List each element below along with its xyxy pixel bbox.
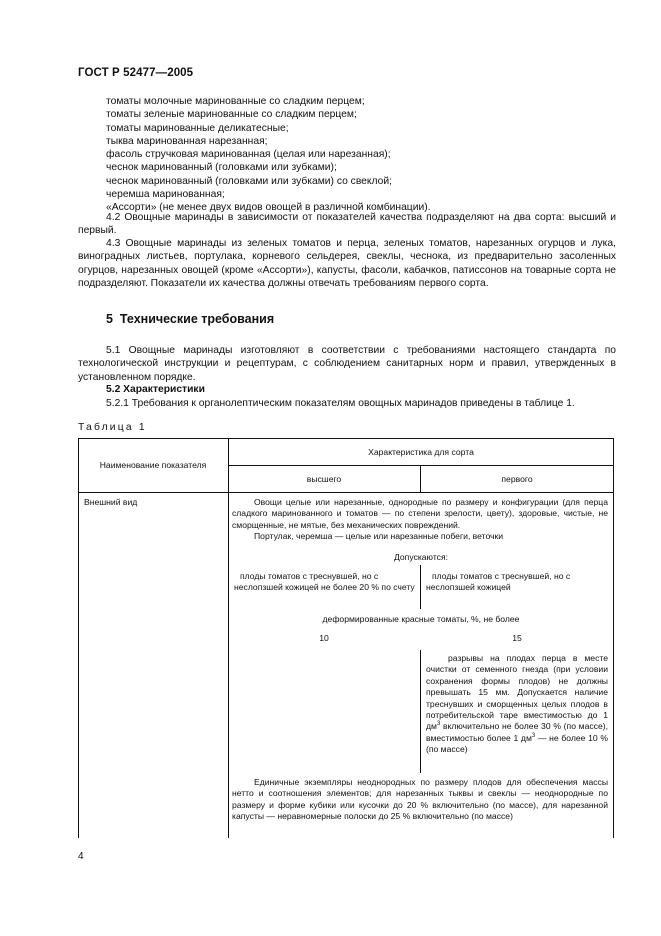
table-divider-header [78, 492, 614, 493]
product-list [106, 95, 626, 215]
list-item: томаты маринованные деликатесные; [106, 122, 289, 134]
paragraph-4-3 [78, 237, 616, 290]
table-caption: Таблица 1 [78, 422, 147, 433]
appearance-portulak-text: Портулак, черемша — целые или нарезанные побеги, веточки [254, 531, 504, 541]
list-item: черемша маринованная; [106, 189, 225, 201]
deformed-label: деформированные красные томаты, %, не более [322, 614, 520, 624]
table-border-right [613, 438, 614, 838]
header-indicator: Наименование показателя [99, 460, 207, 470]
pepper-text-part: включительно не более 30 % (по массе), вместимостью более 1 дм [426, 721, 608, 743]
paragraph-text: 4.3 Овощные маринады из зеленых томатов и перца, зеленых томатов, нарезанных огурцов и лука, виноградных листьев, портулака, корневого сельдерея, свеклы, чеснока, из предварительно засоленных огурцов, нарезанных овощей (кроме «Ассорти»), капусты, фасоли, кабачков, патиссонов на товарные сорта не подразделяют. Показатели их качества должны отвечать требованиям первого сорта. [78, 238, 616, 289]
list-item: томаты молочные маринованные со сладким перцем; [106, 96, 365, 107]
paragraph-text: 5.1 Овощные маринады изготовляют в соответствии с требованиями настоящего стандарта по технологической инструкции и рецептурам, с соблюдением санитарных норм и правил, утвержденных в установленном порядке. [78, 345, 616, 383]
header-characteristic: Характеристика для сорта [368, 447, 474, 457]
superscript: 3 [531, 732, 536, 739]
list-item: чеснок маринованный (головками или зубками); [106, 162, 337, 174]
paragraph-text: 5.2.1 Требования к органолептическим показателям овощных маринадов приведены в таблице 1. [106, 398, 575, 409]
paragraph-text: 4.2 Овощные маринады в зависимости от показателей качества подразделяют на два сорта: высший и первый. [78, 212, 616, 237]
table-border-left [78, 438, 79, 838]
table-divider-col1 [228, 438, 229, 838]
row-label-appearance: Внешний вид [84, 497, 138, 507]
cracked-first-text: плоды томатов с треснувшей, но с неслопзшей кожицей [426, 571, 571, 593]
list-item: фасоль стручковая маринованная (целая или нарезанная); [106, 149, 391, 161]
list-item: «Ассорти» (не менее двух видов овощей в различной комбинации). [106, 202, 431, 214]
allowed-label: Допускаются: [393, 552, 448, 562]
appearance-common-text: Овощи целые или нарезанные, однородные по размеру и конфигурации (для перца сладкого маринованного и томатов — по степени зрелости, цвету), здоровые, чистые, не сморщенные, не мятые, без механических повреждений. [232, 497, 608, 530]
document-header: ГОСТ Р 52477—2005 [78, 67, 194, 79]
requirements-table [78, 438, 614, 838]
list-item: чеснок маринованный (головками или зубками) со свеклой; [106, 175, 392, 187]
list-item: тыква маринованная нарезанная; [106, 135, 268, 147]
table-divider-pepper [420, 650, 421, 773]
paragraph-5-2-1 [78, 397, 616, 410]
appearance-single-items-text: Единичные экземпляры неоднородных по размеру плодов для обеспечения массы нетто и соотношения элементов; для нарезанных тыквы и свеклы — неоднородные по размеру и форме кубики или кусочки до 20 % включительно (по массе), для нарезанной капусты — неравномерные полоски до 25 % включительно (по массе) [232, 777, 608, 822]
subsection-heading: 5.2 Характеристики [106, 384, 205, 395]
header-grade-first: первого [501, 474, 533, 484]
paragraph-5-1 [78, 344, 616, 384]
table-divider-subheader [228, 465, 614, 466]
section-heading [106, 312, 274, 326]
deformed-high-value: 10 [319, 633, 329, 643]
table-divider-grades [420, 465, 421, 492]
cracked-high-text: плоды томатов с треснувшей, но с неслопзшей кожицей не более 20 % по счету [234, 571, 415, 593]
header-grade-high: высшего [306, 474, 342, 484]
pepper-text-part: разрывы на плодах перца в месте очистки от семенного гнезда (при условии сохранения формы плодов) не должны превышать 15 мм. Допускается наличие треснувших и сморщенных целых плодов в потребительской таре вместимостью до 1 дм [426, 653, 608, 732]
pepper-text-part: — не более 10 % (по массе) [426, 732, 609, 755]
pepper-tears-text [426, 653, 608, 756]
superscript: 3 [436, 721, 441, 728]
table-border-top [78, 438, 614, 439]
page-number: 4 [78, 851, 84, 862]
table-divider-cracked [420, 565, 421, 609]
paragraph-4-2 [78, 211, 616, 238]
section-title: Технические требования [119, 312, 275, 326]
section-number: 5 [106, 312, 113, 326]
deformed-first-value: 15 [512, 633, 522, 643]
list-item: томаты зеленые маринованные со сладким перцем; [106, 109, 357, 121]
